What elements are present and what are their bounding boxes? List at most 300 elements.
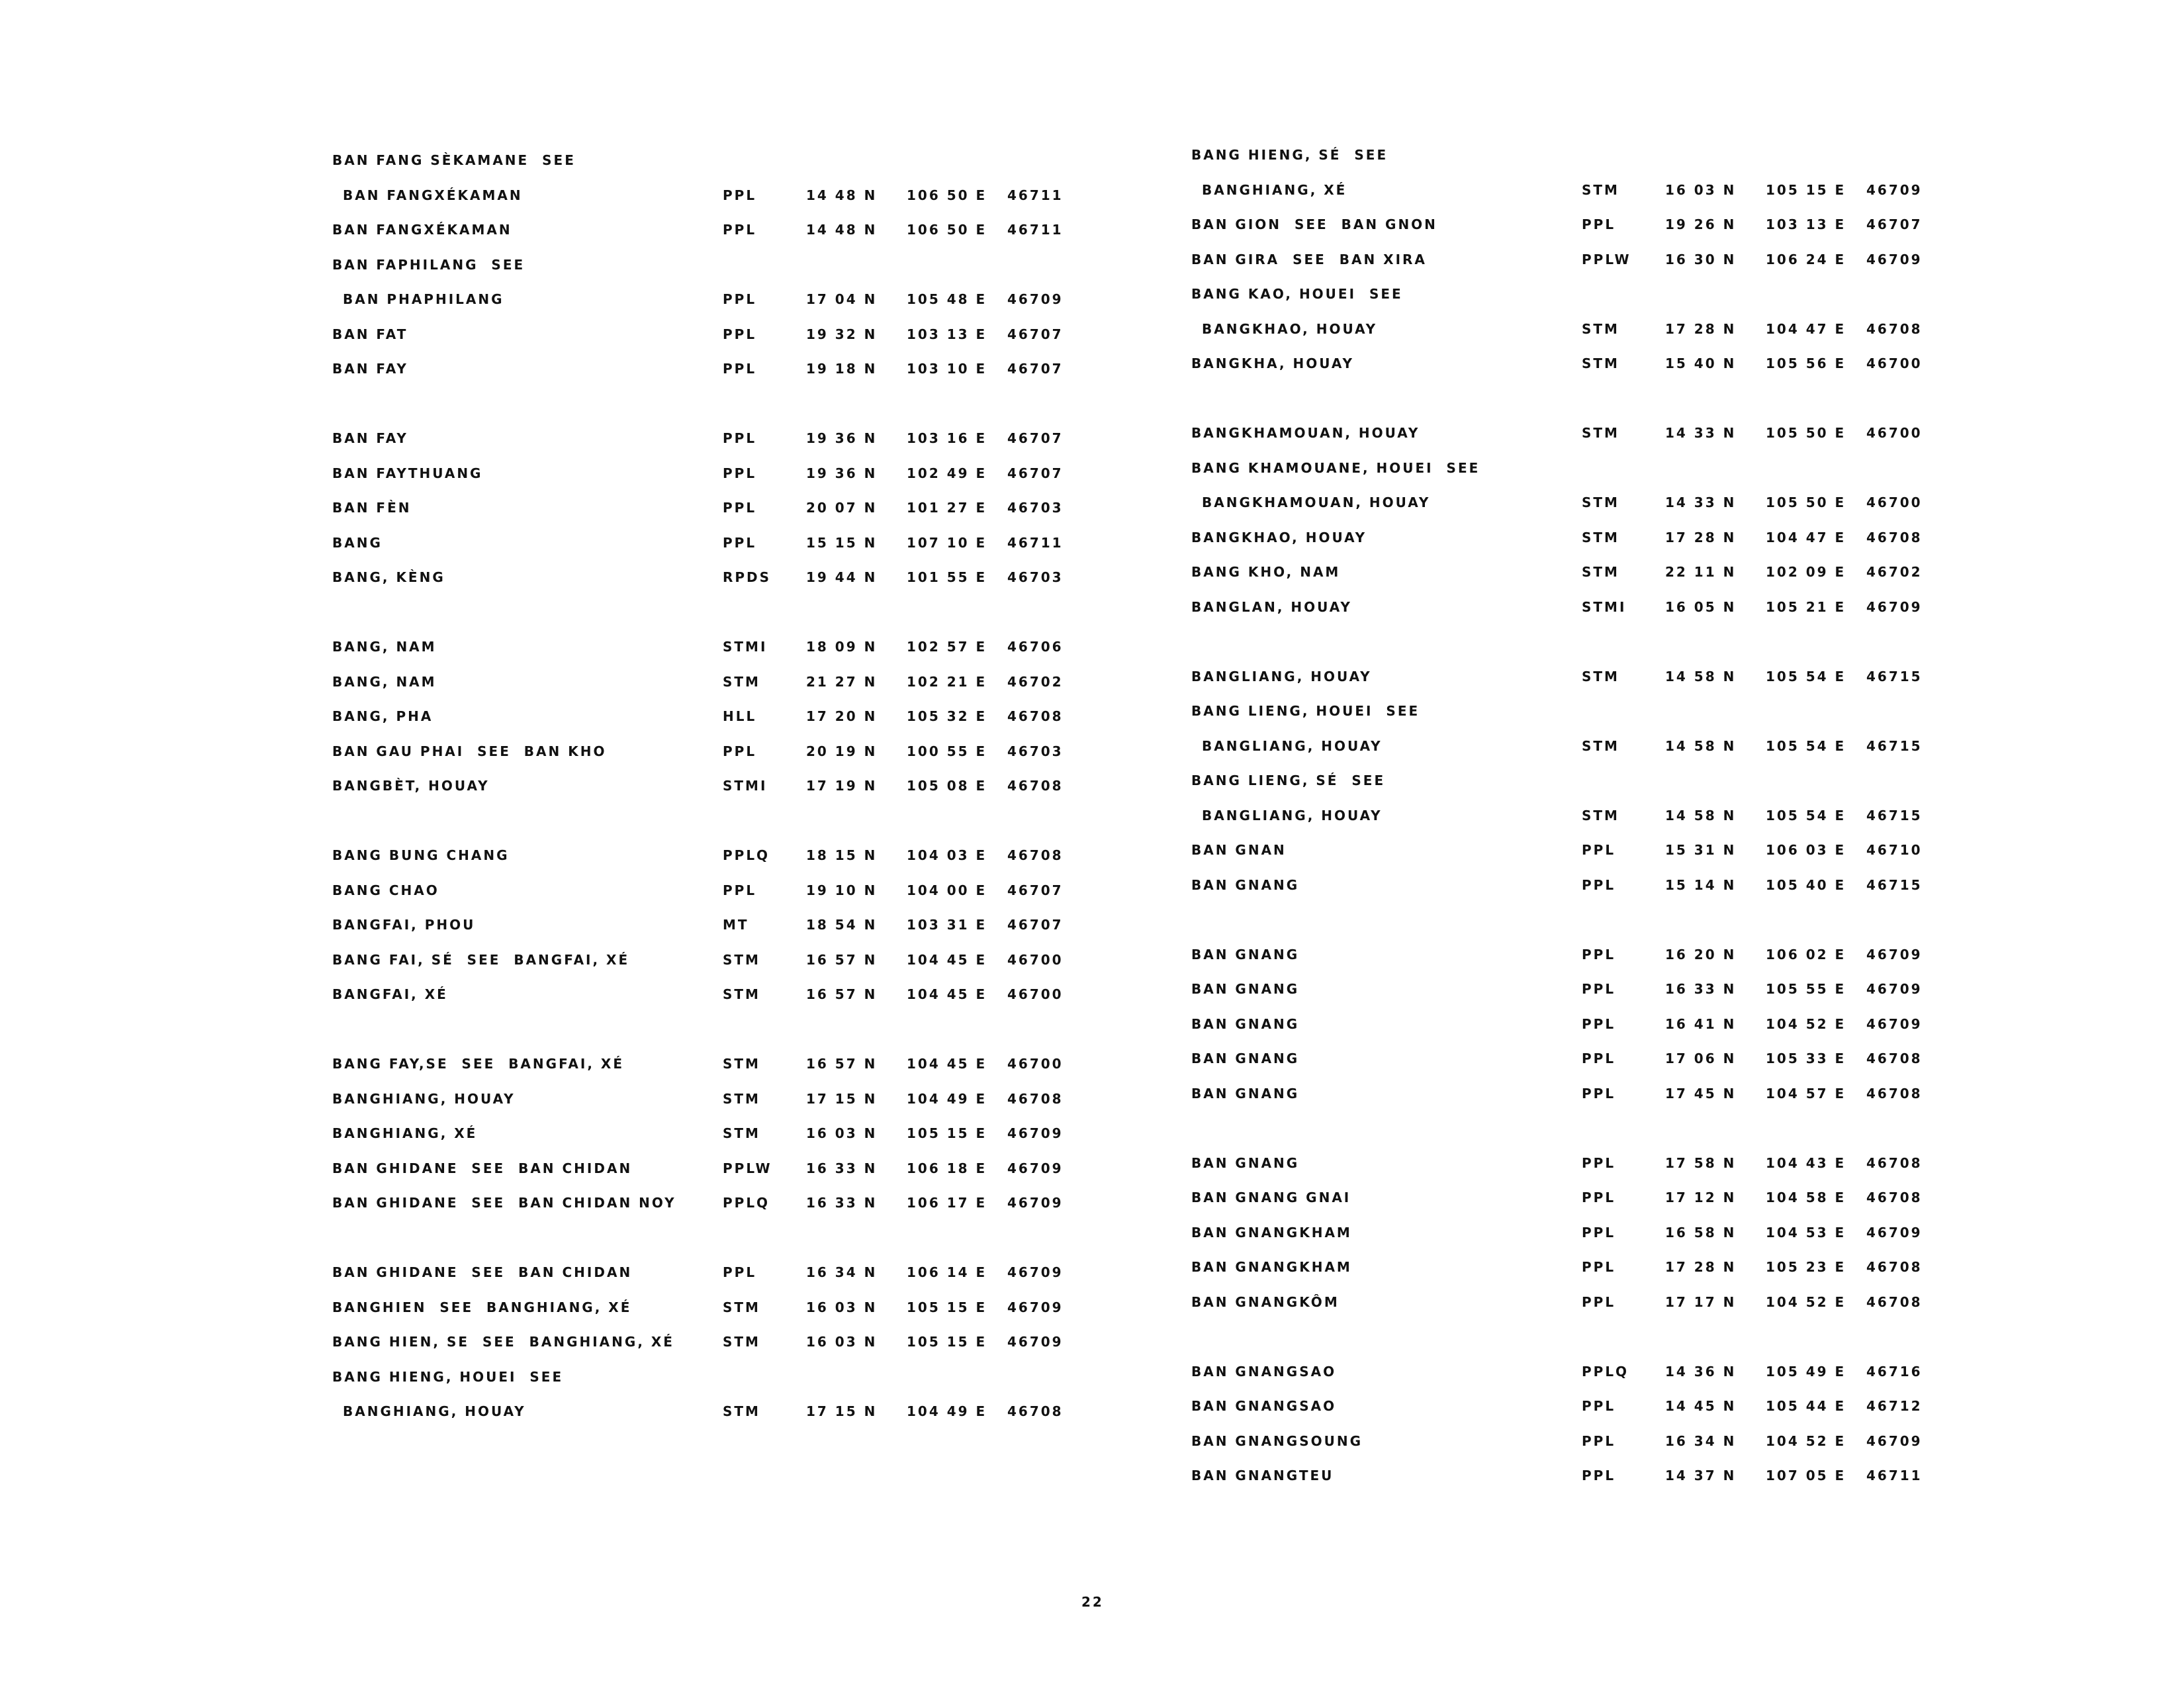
gazetteer-entry bbox=[1191, 669, 2184, 704]
entry-map-code: 46710 bbox=[1866, 842, 1923, 858]
entry-map-code: 46700 bbox=[1866, 355, 1923, 371]
entry-designation: PPL bbox=[723, 222, 757, 238]
entry-map-code: 46709 bbox=[1866, 946, 1923, 962]
entry-longitude: 106 02 E bbox=[1766, 946, 1846, 962]
gazetteer-entry bbox=[1191, 494, 2184, 530]
gazetteer-entry bbox=[1191, 981, 2184, 1016]
gazetteer-entry bbox=[1191, 1259, 2184, 1294]
gazetteer-entry bbox=[1191, 460, 2184, 495]
entry-name: BANGHIANG, HOUAY bbox=[343, 1403, 526, 1419]
entry-longitude: 106 50 E bbox=[907, 187, 987, 203]
entry-designation: STM bbox=[1582, 668, 1619, 684]
entry-name: BAN FAYTHUANG bbox=[332, 465, 483, 481]
gazetteer-entry bbox=[1191, 1225, 2184, 1260]
entry-designation: PPLQ bbox=[723, 847, 770, 863]
entry-name: BAN FÈN bbox=[332, 500, 412, 516]
entry-latitude: 17 28 N bbox=[1665, 320, 1737, 337]
entry-map-code: 46709 bbox=[1866, 981, 1923, 997]
entry-name: BANG KHAMOUANE, HOUEI SEE bbox=[1191, 459, 1480, 476]
entry-name: BAN FAY bbox=[332, 361, 408, 377]
entry-designation: PPLQ bbox=[723, 1195, 770, 1211]
entry-map-code: 46712 bbox=[1866, 1398, 1923, 1414]
entry-map-code: 46709 bbox=[1866, 251, 1923, 267]
entry-latitude: 14 37 N bbox=[1665, 1468, 1737, 1483]
entry-name: BANGLIANG, HOUAY bbox=[1202, 807, 1383, 823]
entry-longitude: 103 31 E bbox=[907, 917, 987, 933]
gazetteer-entry bbox=[1191, 1155, 2184, 1190]
entry-name: BAN FAPHILANG SEE bbox=[332, 256, 525, 273]
gazetteer-entry bbox=[1191, 355, 2184, 425]
entry-name: BAN GNAN bbox=[1191, 842, 1287, 858]
entry-longitude: 104 52 E bbox=[1766, 1293, 1846, 1310]
entry-latitude: 16 58 N bbox=[1665, 1224, 1737, 1241]
entry-latitude: 16 57 N bbox=[806, 986, 878, 1002]
entry-latitude: 14 48 N bbox=[806, 187, 878, 203]
entry-map-code: 46707 bbox=[1007, 361, 1064, 377]
entry-designation: PPL bbox=[1582, 946, 1616, 962]
entry-longitude: 104 47 E bbox=[1766, 320, 1846, 337]
entry-map-code: 46709 bbox=[1007, 1195, 1064, 1211]
entry-designation: PPL bbox=[723, 430, 757, 446]
entry-name: BANG FAI, SÉ SEE BANGFAI, XÉ bbox=[332, 951, 630, 968]
entry-longitude: 105 50 E bbox=[1766, 425, 1846, 441]
entry-name: BAN GHIDANE SEE BAN CHIDAN bbox=[332, 1264, 633, 1280]
entry-latitude: 16 57 N bbox=[806, 951, 878, 968]
entry-name: BANG BUNG CHANG bbox=[332, 847, 510, 863]
entry-designation: PPL bbox=[723, 465, 757, 481]
entry-name: BAN FAT bbox=[332, 326, 408, 342]
entry-name: BAN FANG SÈKAMANE SEE bbox=[332, 152, 576, 168]
entry-latitude: 19 36 N bbox=[806, 465, 878, 481]
entry-designation: STM bbox=[1582, 564, 1619, 580]
entry-designation: STM bbox=[723, 1056, 760, 1072]
entry-latitude: 14 58 N bbox=[1665, 668, 1737, 684]
entry-latitude: 15 31 N bbox=[1665, 842, 1737, 858]
entry-map-code: 46708 bbox=[1866, 1051, 1923, 1066]
entry-latitude: 16 33 N bbox=[806, 1160, 878, 1176]
entry-designation: PPL bbox=[1582, 1190, 1616, 1205]
entry-designation: PPLW bbox=[1582, 251, 1631, 267]
entry-longitude: 105 54 E bbox=[1766, 737, 1846, 754]
entry-longitude: 104 52 E bbox=[1766, 1015, 1846, 1032]
entry-designation: STM bbox=[1582, 494, 1619, 510]
entry-name: BAN GNANG bbox=[1191, 981, 1300, 997]
entry-map-code: 46709 bbox=[1866, 181, 1923, 198]
entry-name: BANGFAI, PHOU bbox=[332, 917, 476, 933]
entry-map-code: 46708 bbox=[1866, 529, 1923, 545]
entry-name: BANG, KÈNG bbox=[332, 569, 445, 585]
entry-map-code: 46709 bbox=[1866, 1015, 1923, 1032]
entry-map-code: 46716 bbox=[1866, 1363, 1923, 1380]
entry-map-code: 46709 bbox=[1007, 1334, 1064, 1350]
entry-latitude: 16 03 N bbox=[1665, 181, 1737, 198]
entry-latitude: 19 26 N bbox=[1665, 216, 1737, 232]
gazetteer-entry bbox=[1191, 1086, 2184, 1155]
entry-longitude: 105 08 E bbox=[907, 778, 987, 794]
entry-designation: STM bbox=[1582, 320, 1619, 337]
entry-map-code: 46715 bbox=[1866, 807, 1923, 823]
entry-latitude: 17 15 N bbox=[806, 1090, 878, 1107]
entry-name: BAN GNANGKÔM bbox=[1191, 1293, 1340, 1310]
entry-name: BANGHIANG, XÉ bbox=[332, 1125, 478, 1141]
entry-name: BANGKHA, HOUAY bbox=[1191, 355, 1354, 371]
entry-longitude: 104 49 E bbox=[907, 1403, 987, 1419]
entry-designation: STMI bbox=[723, 778, 768, 794]
entry-longitude: 101 27 E bbox=[907, 500, 987, 516]
gazetteer-entry bbox=[1191, 738, 2184, 773]
entry-longitude: 103 16 E bbox=[907, 430, 987, 446]
entry-designation: PPL bbox=[723, 743, 757, 759]
entry-name: BANGKHAO, HOUAY bbox=[1191, 529, 1367, 545]
entry-name: BAN FAY bbox=[332, 430, 408, 446]
entry-longitude: 105 56 E bbox=[1766, 355, 1846, 371]
gazetteer-entry bbox=[1191, 1433, 2184, 1468]
entry-designation: STM bbox=[723, 986, 760, 1002]
entry-latitude: 15 40 N bbox=[1665, 355, 1737, 371]
entry-map-code: 46708 bbox=[1007, 1403, 1064, 1419]
entry-map-code: 46702 bbox=[1866, 564, 1923, 580]
entry-latitude: 14 36 N bbox=[1665, 1363, 1737, 1380]
entry-name: BAN PHAPHILANG bbox=[343, 291, 504, 307]
entry-map-code: 46703 bbox=[1007, 500, 1064, 516]
entry-name: BANG HIENG, SÉ SEE bbox=[1191, 147, 1388, 163]
entry-map-code: 46708 bbox=[1007, 1090, 1064, 1107]
entry-map-code: 46708 bbox=[1866, 1259, 1923, 1275]
entry-longitude: 105 15 E bbox=[907, 1299, 987, 1315]
entry-map-code: 46708 bbox=[1007, 847, 1064, 863]
entry-latitude: 18 54 N bbox=[806, 917, 878, 933]
entry-name: BANG LIENG, HOUEI SEE bbox=[1191, 703, 1420, 719]
entry-longitude: 107 05 E bbox=[1766, 1468, 1846, 1483]
entry-longitude: 105 15 E bbox=[1766, 181, 1846, 198]
entry-name: BAN GNANG bbox=[1191, 946, 1300, 962]
entry-map-code: 46709 bbox=[1866, 1432, 1923, 1449]
entry-designation: STM bbox=[1582, 181, 1619, 198]
gazetteer-entry bbox=[1191, 703, 2184, 738]
entry-map-code: 46707 bbox=[1007, 882, 1064, 898]
entry-longitude: 106 17 E bbox=[907, 1195, 987, 1211]
entry-designation: PPL bbox=[1582, 981, 1616, 997]
entry-longitude: 104 53 E bbox=[1766, 1224, 1846, 1241]
entry-name: BAN GNANG GNAI bbox=[1191, 1190, 1351, 1205]
entry-longitude: 101 55 E bbox=[907, 569, 987, 585]
entry-name: BAN GNANGTEU bbox=[1191, 1468, 1334, 1483]
entry-designation: STM bbox=[1582, 355, 1619, 371]
entry-name: BAN FANGXÉKAMAN bbox=[332, 222, 512, 238]
entry-longitude: 103 10 E bbox=[907, 361, 987, 377]
entry-longitude: 105 49 E bbox=[1766, 1363, 1846, 1380]
entry-designation: PPL bbox=[723, 882, 757, 898]
entry-map-code: 46715 bbox=[1866, 668, 1923, 684]
entry-longitude: 103 13 E bbox=[907, 326, 987, 342]
entry-latitude: 16 03 N bbox=[806, 1334, 878, 1350]
entry-longitude: 105 21 E bbox=[1766, 598, 1846, 615]
entry-designation: PPL bbox=[723, 187, 757, 203]
entry-latitude: 17 15 N bbox=[806, 1403, 878, 1419]
entry-designation: STM bbox=[723, 1299, 760, 1315]
entry-name: BAN GHIDANE SEE BAN CHIDAN bbox=[332, 1160, 633, 1176]
entry-map-code: 46707 bbox=[1007, 917, 1064, 933]
entry-latitude: 18 09 N bbox=[806, 639, 878, 655]
entry-latitude: 17 20 N bbox=[806, 708, 878, 724]
entry-designation: STM bbox=[723, 951, 760, 968]
entry-longitude: 106 14 E bbox=[907, 1264, 987, 1280]
entry-latitude: 15 15 N bbox=[806, 534, 878, 551]
entry-longitude: 105 54 E bbox=[1766, 807, 1846, 823]
entry-designation: STM bbox=[723, 1090, 760, 1107]
entry-name: BANGLIANG, HOUAY bbox=[1202, 737, 1383, 754]
gazetteer-entry bbox=[1191, 147, 2184, 182]
entry-name: BANGKHAMOUAN, HOUAY bbox=[1191, 425, 1420, 441]
entry-longitude: 105 44 E bbox=[1766, 1398, 1846, 1414]
entry-name: BAN GNANGSAO bbox=[1191, 1363, 1337, 1380]
entry-map-code: 46706 bbox=[1007, 639, 1064, 655]
entry-map-code: 46709 bbox=[1007, 1125, 1064, 1141]
entry-name: BANGKHAO, HOUAY bbox=[1202, 320, 1378, 337]
entry-map-code: 46709 bbox=[1007, 1299, 1064, 1315]
entry-longitude: 106 18 E bbox=[907, 1160, 987, 1176]
entry-designation: PPL bbox=[723, 1264, 757, 1280]
entry-longitude: 104 58 E bbox=[1766, 1190, 1846, 1205]
entry-designation: PPL bbox=[723, 500, 757, 516]
entry-latitude: 20 07 N bbox=[806, 500, 878, 516]
entry-longitude: 105 55 E bbox=[1766, 981, 1846, 997]
gazetteer-entry bbox=[1191, 1398, 2184, 1433]
entry-longitude: 105 54 E bbox=[1766, 668, 1846, 684]
entry-latitude: 17 06 N bbox=[1665, 1051, 1737, 1066]
entry-map-code: 46715 bbox=[1866, 737, 1923, 754]
entry-longitude: 106 24 E bbox=[1766, 251, 1846, 267]
entry-designation: PPL bbox=[1582, 842, 1616, 858]
entry-latitude: 19 10 N bbox=[806, 882, 878, 898]
entry-map-code: 46711 bbox=[1007, 534, 1064, 551]
gazetteer-entry bbox=[1191, 599, 2184, 669]
entry-latitude: 17 58 N bbox=[1665, 1154, 1737, 1171]
entry-longitude: 102 09 E bbox=[1766, 564, 1846, 580]
entry-longitude: 104 45 E bbox=[907, 986, 987, 1002]
entry-latitude: 16 33 N bbox=[806, 1195, 878, 1211]
entry-name: BANG KAO, HOUEI SEE bbox=[1191, 286, 1403, 302]
entry-map-code: 46708 bbox=[1007, 778, 1064, 794]
entry-map-code: 46709 bbox=[1007, 1160, 1064, 1176]
entry-latitude: 15 14 N bbox=[1665, 876, 1737, 893]
entry-designation: PPL bbox=[1582, 1051, 1616, 1066]
entry-name: BANGKHAMOUAN, HOUAY bbox=[1202, 494, 1431, 510]
gazetteer-entry bbox=[1191, 1468, 2184, 1503]
gazetteer-entry bbox=[1191, 1016, 2184, 1051]
entry-map-code: 46707 bbox=[1866, 216, 1923, 232]
entry-longitude: 104 00 E bbox=[907, 882, 987, 898]
entry-designation: PPL bbox=[723, 326, 757, 342]
entry-name: BANG KHO, NAM bbox=[1191, 564, 1341, 580]
gazetteer-entry bbox=[1191, 182, 2184, 217]
entry-latitude: 19 32 N bbox=[806, 326, 878, 342]
gazetteer-entry bbox=[1191, 321, 2184, 356]
entry-designation: STM bbox=[1582, 425, 1619, 441]
entry-designation: STMI bbox=[723, 639, 768, 655]
entry-name: BAN GNANG bbox=[1191, 1051, 1300, 1066]
entry-longitude: 104 45 E bbox=[907, 951, 987, 968]
entry-designation: STM bbox=[723, 1125, 760, 1141]
entry-name: BANG, NAM bbox=[332, 639, 437, 655]
entry-latitude: 14 58 N bbox=[1665, 807, 1737, 823]
entry-longitude: 102 21 E bbox=[907, 673, 987, 690]
gazetteer-entry bbox=[1191, 564, 2184, 599]
entry-latitude: 17 28 N bbox=[1665, 529, 1737, 545]
gazetteer-entry bbox=[1191, 252, 2184, 287]
entry-name: BANG, PHA bbox=[332, 708, 433, 724]
entry-designation: PPL bbox=[723, 361, 757, 377]
entry-latitude: 14 48 N bbox=[806, 222, 878, 238]
entry-name: BANGFAI, XÉ bbox=[332, 986, 448, 1002]
entry-name: BAN GNANGSOUNG bbox=[1191, 1432, 1363, 1449]
entry-latitude: 16 03 N bbox=[806, 1299, 878, 1315]
entry-name: BAN FANGXÉKAMAN bbox=[343, 187, 523, 203]
entry-latitude: 14 33 N bbox=[1665, 425, 1737, 441]
entry-designation: PPLQ bbox=[1582, 1363, 1629, 1380]
gazetteer-entry bbox=[1191, 1364, 2184, 1399]
gazetteer-entry bbox=[1191, 216, 2184, 252]
entry-longitude: 105 32 E bbox=[907, 708, 987, 724]
entry-latitude: 17 28 N bbox=[1665, 1259, 1737, 1275]
entry-latitude: 14 45 N bbox=[1665, 1398, 1737, 1414]
page-number: 22 bbox=[1081, 1594, 1104, 1610]
entry-longitude: 104 52 E bbox=[1766, 1432, 1846, 1449]
entry-latitude: 17 12 N bbox=[1665, 1190, 1737, 1205]
entry-map-code: 46708 bbox=[1866, 320, 1923, 337]
entry-designation: PPL bbox=[723, 534, 757, 551]
entry-designation: PPL bbox=[1582, 1259, 1616, 1275]
entry-map-code: 46708 bbox=[1007, 708, 1064, 724]
entry-name: BAN GNANG bbox=[1191, 1085, 1300, 1102]
entry-longitude: 102 49 E bbox=[907, 465, 987, 481]
entry-latitude: 21 27 N bbox=[806, 673, 878, 690]
entry-map-code: 46708 bbox=[1866, 1293, 1923, 1310]
entry-latitude: 16 41 N bbox=[1665, 1015, 1737, 1032]
entry-latitude: 16 03 N bbox=[806, 1125, 878, 1141]
entry-name: BANG CHAO bbox=[332, 882, 439, 898]
entry-latitude: 16 34 N bbox=[1665, 1432, 1737, 1449]
entry-longitude: 105 50 E bbox=[1766, 494, 1846, 510]
entry-latitude: 14 58 N bbox=[1665, 737, 1737, 754]
entry-map-code: 46709 bbox=[1007, 291, 1064, 307]
entry-latitude: 16 34 N bbox=[806, 1264, 878, 1280]
entry-map-code: 46700 bbox=[1866, 425, 1923, 441]
entry-latitude: 17 04 N bbox=[806, 291, 878, 307]
entry-designation: STM bbox=[1582, 807, 1619, 823]
entry-map-code: 46708 bbox=[1866, 1190, 1923, 1205]
entry-designation: STM bbox=[1582, 737, 1619, 754]
gazetteer-column-right bbox=[1191, 147, 2184, 1503]
entry-longitude: 100 55 E bbox=[907, 743, 987, 759]
entry-name: BAN GNANG bbox=[1191, 1015, 1300, 1032]
entry-designation: PPL bbox=[1582, 1468, 1616, 1483]
entry-name: BAN GNANGKHAM bbox=[1191, 1224, 1352, 1241]
entry-map-code: 46700 bbox=[1007, 1056, 1064, 1072]
entry-latitude: 14 33 N bbox=[1665, 494, 1737, 510]
entry-latitude: 19 44 N bbox=[806, 569, 878, 585]
entry-designation: STM bbox=[723, 1334, 760, 1350]
entry-longitude: 107 10 E bbox=[907, 534, 987, 551]
entry-longitude: 104 03 E bbox=[907, 847, 987, 863]
entry-longitude: 105 40 E bbox=[1766, 876, 1846, 893]
entry-name: BANG, NAM bbox=[332, 673, 437, 690]
entry-longitude: 104 57 E bbox=[1766, 1085, 1846, 1102]
entry-longitude: 105 23 E bbox=[1766, 1259, 1846, 1275]
entry-designation: PPL bbox=[1582, 876, 1616, 893]
entry-latitude: 17 17 N bbox=[1665, 1293, 1737, 1310]
entry-name: BANGLAN, HOUAY bbox=[1191, 598, 1352, 615]
entry-designation: MT bbox=[723, 917, 749, 933]
entry-longitude: 104 45 E bbox=[907, 1056, 987, 1072]
entry-name: BAN GION SEE BAN GNON bbox=[1191, 216, 1437, 232]
entry-longitude: 104 49 E bbox=[907, 1090, 987, 1107]
entry-designation: PPL bbox=[1582, 1293, 1616, 1310]
entry-name: BAN GAU PHAI SEE BAN KHO bbox=[332, 743, 607, 759]
entry-latitude: 17 19 N bbox=[806, 778, 878, 794]
entry-map-code: 46700 bbox=[1007, 951, 1064, 968]
entry-longitude: 105 48 E bbox=[907, 291, 987, 307]
entry-designation: PPL bbox=[1582, 1015, 1616, 1032]
entry-map-code: 46700 bbox=[1866, 494, 1923, 510]
entry-map-code: 46708 bbox=[1866, 1154, 1923, 1171]
entry-designation: STMI bbox=[1582, 598, 1627, 615]
gazetteer-entry bbox=[1191, 808, 2184, 843]
entry-latitude: 16 33 N bbox=[1665, 981, 1737, 997]
entry-map-code: 46702 bbox=[1007, 673, 1064, 690]
entry-latitude: 19 18 N bbox=[806, 361, 878, 377]
gazetteer-entry bbox=[1191, 947, 2184, 982]
entry-name: BANGHIEN SEE BANGHIANG, XÉ bbox=[332, 1299, 632, 1315]
entry-designation: PPLW bbox=[723, 1160, 772, 1176]
entry-designation: PPL bbox=[1582, 1432, 1616, 1449]
entry-name: BANG HIEN, SE SEE BANGHIANG, XÉ bbox=[332, 1334, 674, 1350]
gazetteer-entry bbox=[1191, 1051, 2184, 1086]
entry-map-code: 46707 bbox=[1007, 465, 1064, 481]
entry-designation: HLL bbox=[723, 708, 757, 724]
entry-map-code: 46711 bbox=[1007, 187, 1064, 203]
entry-name: BANGHIANG, HOUAY bbox=[332, 1090, 516, 1107]
entry-latitude: 16 20 N bbox=[1665, 946, 1737, 962]
entry-designation: PPL bbox=[1582, 1085, 1616, 1102]
entry-latitude: 18 15 N bbox=[806, 847, 878, 863]
entry-name: BAN GNANG bbox=[1191, 1154, 1300, 1171]
entry-designation: PPL bbox=[1582, 1224, 1616, 1241]
gazetteer-entry bbox=[1191, 842, 2184, 877]
entry-latitude: 17 45 N bbox=[1665, 1085, 1737, 1102]
entry-name: BANG bbox=[332, 534, 383, 551]
entry-latitude: 16 05 N bbox=[1665, 598, 1737, 615]
entry-longitude: 106 50 E bbox=[907, 222, 987, 238]
entry-name: BAN GNANG bbox=[1191, 876, 1300, 893]
entry-map-code: 46709 bbox=[1866, 1224, 1923, 1241]
entry-designation: STM bbox=[723, 1403, 760, 1419]
gazetteer-entry bbox=[1191, 1294, 2184, 1364]
entry-map-code: 46703 bbox=[1007, 743, 1064, 759]
entry-latitude: 16 30 N bbox=[1665, 251, 1737, 267]
entry-designation: STM bbox=[1582, 529, 1619, 545]
entry-longitude: 102 57 E bbox=[907, 639, 987, 655]
entry-name: BAN GNANGSAO bbox=[1191, 1398, 1337, 1414]
entry-latitude: 22 11 N bbox=[1665, 564, 1737, 580]
entry-name: BANGHIANG, XÉ bbox=[1202, 181, 1347, 198]
entry-longitude: 104 43 E bbox=[1766, 1154, 1846, 1171]
entry-designation: PPL bbox=[723, 291, 757, 307]
gazetteer-entry bbox=[1191, 1190, 2184, 1225]
entry-map-code: 46707 bbox=[1007, 326, 1064, 342]
entry-designation: STM bbox=[723, 673, 760, 690]
gazetteer-entry bbox=[1191, 286, 2184, 321]
